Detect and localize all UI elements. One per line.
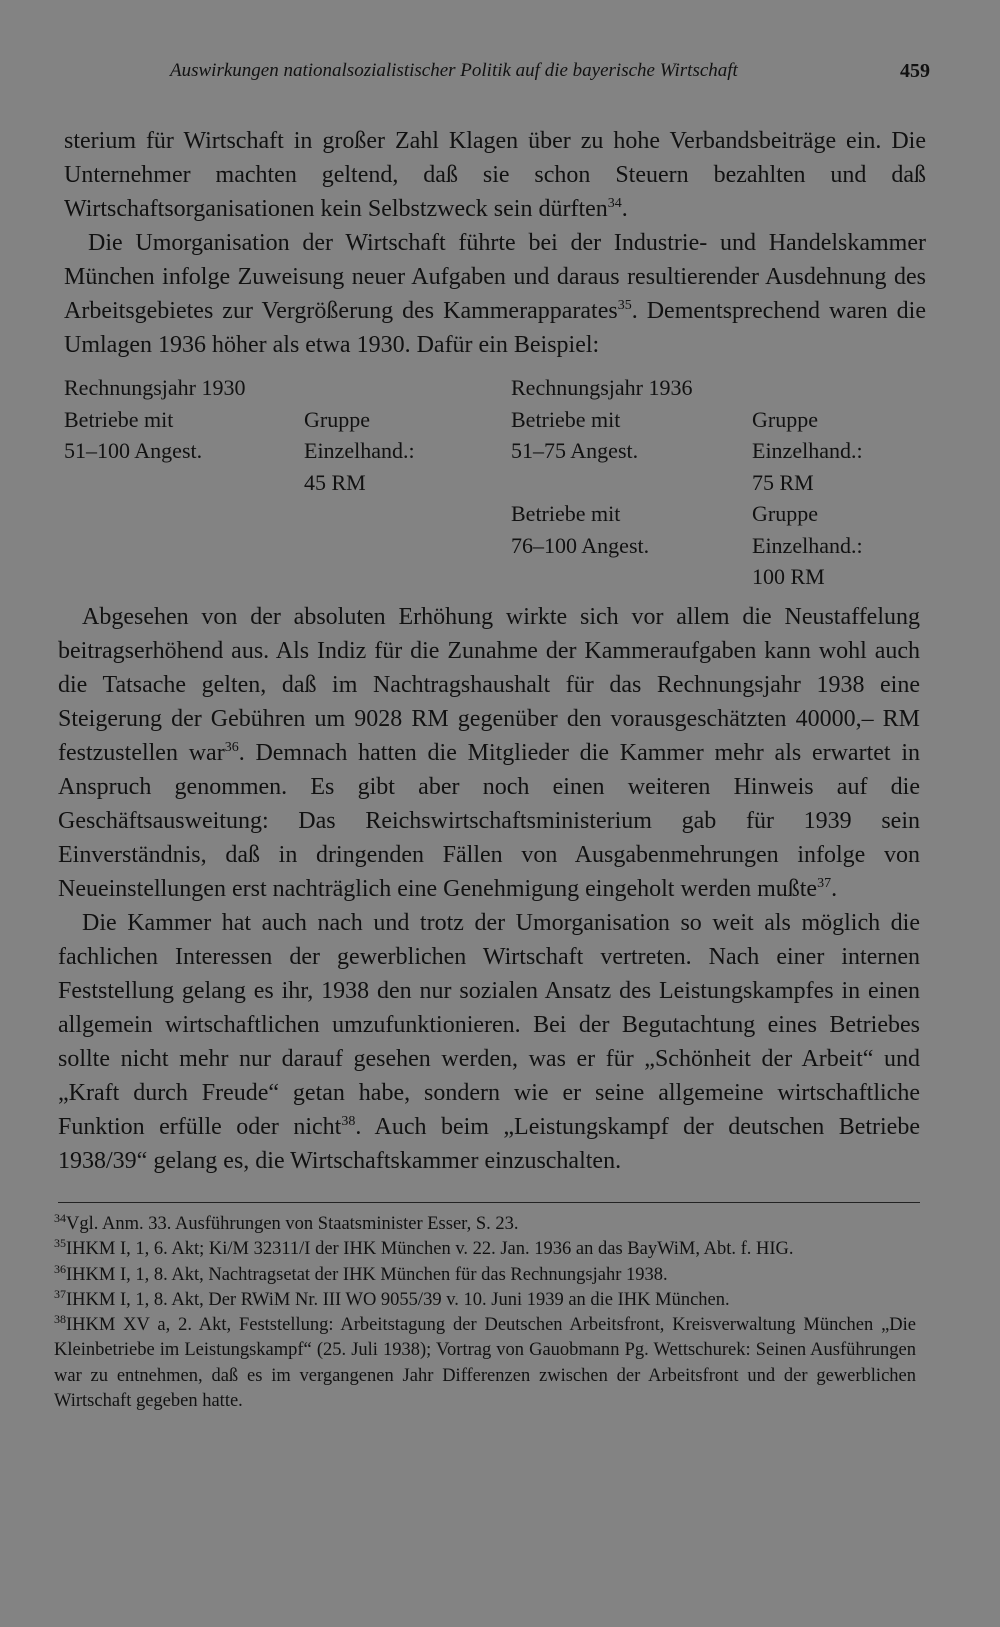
- table-column-1936-group: [752, 404, 863, 593]
- running-head: [170, 60, 930, 90]
- paragraph-4-text: Die Kammer hat auch nach und trotz der Umorganisation so weit als möglich die fachlichen Interessen der gewerblichen Wirtschaft vertreten. Nach einer internen Feststellung gelang es ihr, 1938 den nur sozialen Ansatz des Leistungskampfes in einen allgemein wirtschaftlichen umzufunktionieren. Bei der Begutachtung eines Betriebes sollte nicht mehr nur darauf gesehen werden, was er für „Schönheit der Arbeit“ und „Kraft durch Freude“ getan habe, sondern wie er seine allgemeine wirtschaftliche Funktion erfülle oder nicht: [58, 910, 920, 1140]
- footnote-35: [54, 1237, 916, 1262]
- footnote-text: IHKM XV a, 2. Akt, Feststellung: Arbeitstagung der Deutschen Arbeitsfront, Kreisverwaltung München „Die Kleinbetriebe im Leistungskampf“ (25. Juli 1938); Vortrag von Gauobmann Pg. Wettschurek: Seinen Ausführungen war zu entnehmen, daß es im vergangenen Jahr Differenzen zwischen der Arbeitsfront und der gewerblichen Wirtschaft gegeben hatte.: [54, 1315, 916, 1412]
- table-group-label: Gruppe: [752, 501, 818, 526]
- footnote-ref-36[interactable]: 36: [224, 740, 239, 755]
- footnote-38: [54, 1313, 916, 1414]
- footnote-ref-35[interactable]: 35: [617, 298, 632, 313]
- table-firm-size: 76–100 Angest.: [511, 532, 650, 558]
- table-group-name: Einzelhand.:: [752, 438, 863, 463]
- footnote-number: 37: [54, 1286, 66, 1301]
- paragraph-3: [58, 600, 920, 906]
- table-firm-label: Betriebe mit: [64, 406, 174, 432]
- table-group-label: Gruppe: [752, 406, 818, 432]
- footnote-ref-38[interactable]: 38: [341, 1114, 356, 1129]
- footnote-34: [54, 1212, 916, 1237]
- table-group-name: Einzelhand.:: [752, 532, 863, 558]
- footnote-number: 34: [54, 1211, 66, 1225]
- table-group-label: Gruppe: [304, 406, 370, 432]
- table-amount: 45 RM: [304, 469, 366, 495]
- footnote-text: IHKM I, 1, 8. Akt, Der RWiM Nr. III WO 9055/39 v. 10. Juni 1939 an die IHK München.: [66, 1289, 730, 1310]
- paragraph-1-text: sterium für Wirtschaft in großer Zahl Klagen über zu hohe Verbandsbeiträge ein. Die Unternehmer machten geltend, daß sie schon Steuern bezahlten und daß Wirtschaftsorganisationen kein Selbstzweck sein dürften: [64, 128, 926, 222]
- body-text: [58, 600, 920, 1178]
- paragraph-1: [64, 124, 926, 226]
- table-amount: 75 RM: [752, 469, 814, 495]
- footnote-text: Vgl. Anm. 33. Ausführungen von Staatsminister Esser, S. 23.: [66, 1214, 519, 1234]
- intro-text: [64, 124, 926, 362]
- table-firm-label: Betriebe mit: [511, 406, 621, 432]
- paragraph-3-end: .: [831, 876, 838, 902]
- fee-comparison-table: [64, 372, 926, 587]
- paragraph-3-mid: . Demnach hatten die Mitglieder die Kammer mehr als erwartet in Anspruch genommen. Es gibt aber noch einen weiteren Hinweis auf die Geschäftsausweitung: Das Reichswirtschaftsministerium gab für 1939 sein Einverständnis, daß in dringenden Fällen von Ausgabenmehrungen infolge von Neueinstellungen erst nachträglich eine Genehmigung eingeholt werden mußte: [58, 740, 920, 902]
- paragraph-2: [64, 226, 926, 362]
- table-group-name: Einzelhand.:: [304, 438, 415, 463]
- footnote-37: [54, 1288, 916, 1313]
- table-year-1936: Rechnungsjahr 1936: [511, 375, 693, 400]
- footnote-ref-34[interactable]: 34: [607, 196, 622, 211]
- footnote-36: [54, 1263, 916, 1288]
- table-firm-size: 51–100 Angest.: [64, 438, 203, 463]
- table-spacer: [511, 467, 692, 499]
- paragraph-3-text: Abgesehen von der absoluten Erhöhung wirkte sich vor allem die Neustaffelung beitragserhöhend aus. Als Indiz für die Zunahme der Kammeraufgaben kann wohl auch die Tatsache gelten, daß im Nachtragshaushalt für das Rechnungsjahr 1938 eine Steigerung der Gebühren um 9028 RM gegenüber den vorausgeschätzten 40000,– RM festzustellen war: [58, 604, 920, 766]
- paragraph-4-end: . Auch beim „Leistungskampf der deutschen Betriebe 1938/39“ gelang es, die Wirtschaftskammer einzuschalten.: [58, 1114, 920, 1174]
- table-firm-size: 51–75 Angest.: [511, 438, 639, 463]
- footnote-divider: [58, 1202, 920, 1203]
- footnote-number: 36: [54, 1261, 66, 1276]
- paragraph-2-end: . Dementsprechend waren die Umlagen 1936 höher als etwa 1930. Dafür ein Beispiel:: [64, 298, 926, 358]
- table-column-1930-group: [304, 404, 415, 499]
- footnotes: [54, 1212, 916, 1414]
- footnote-ref-37[interactable]: 37: [817, 876, 832, 891]
- paragraph-1-end: .: [621, 196, 628, 222]
- table-year-1930: Rechnungsjahr 1930: [64, 375, 246, 400]
- table-amount: 100 RM: [752, 564, 825, 589]
- table-column-1936-firms: [511, 372, 692, 561]
- footnote-number: 38: [54, 1312, 66, 1327]
- footnote-text: IHKM I, 1, 6. Akt; Ki/M 32311/I der IHK München v. 22. Jan. 1936 an das BayWiM, Abt. f. HIG.: [66, 1239, 794, 1260]
- paragraph-4: [58, 906, 920, 1178]
- footnote-text: IHKM I, 1, 8. Akt, Nachtragsetat der IHK München für das Rechnungsjahr 1938.: [66, 1264, 668, 1285]
- paragraph-2-text: Die Umorganisation der Wirtschaft führte bei der Industrie- und Handelskammer München infolge Zuweisung neuer Aufgaben und daraus resultierender Ausdehnung des Arbeitsgebietes zur Vergrößerung des Kammerapparates: [64, 230, 926, 324]
- footnote-number: 35: [54, 1236, 66, 1251]
- table-firm-label: Betriebe mit: [511, 501, 621, 526]
- page-number: 459: [900, 60, 930, 82]
- running-title: Auswirkungen nationalsozialistischer Politik auf die bayerische Wirtschaft: [170, 60, 738, 81]
- table-column-1930-firms: [64, 372, 245, 467]
